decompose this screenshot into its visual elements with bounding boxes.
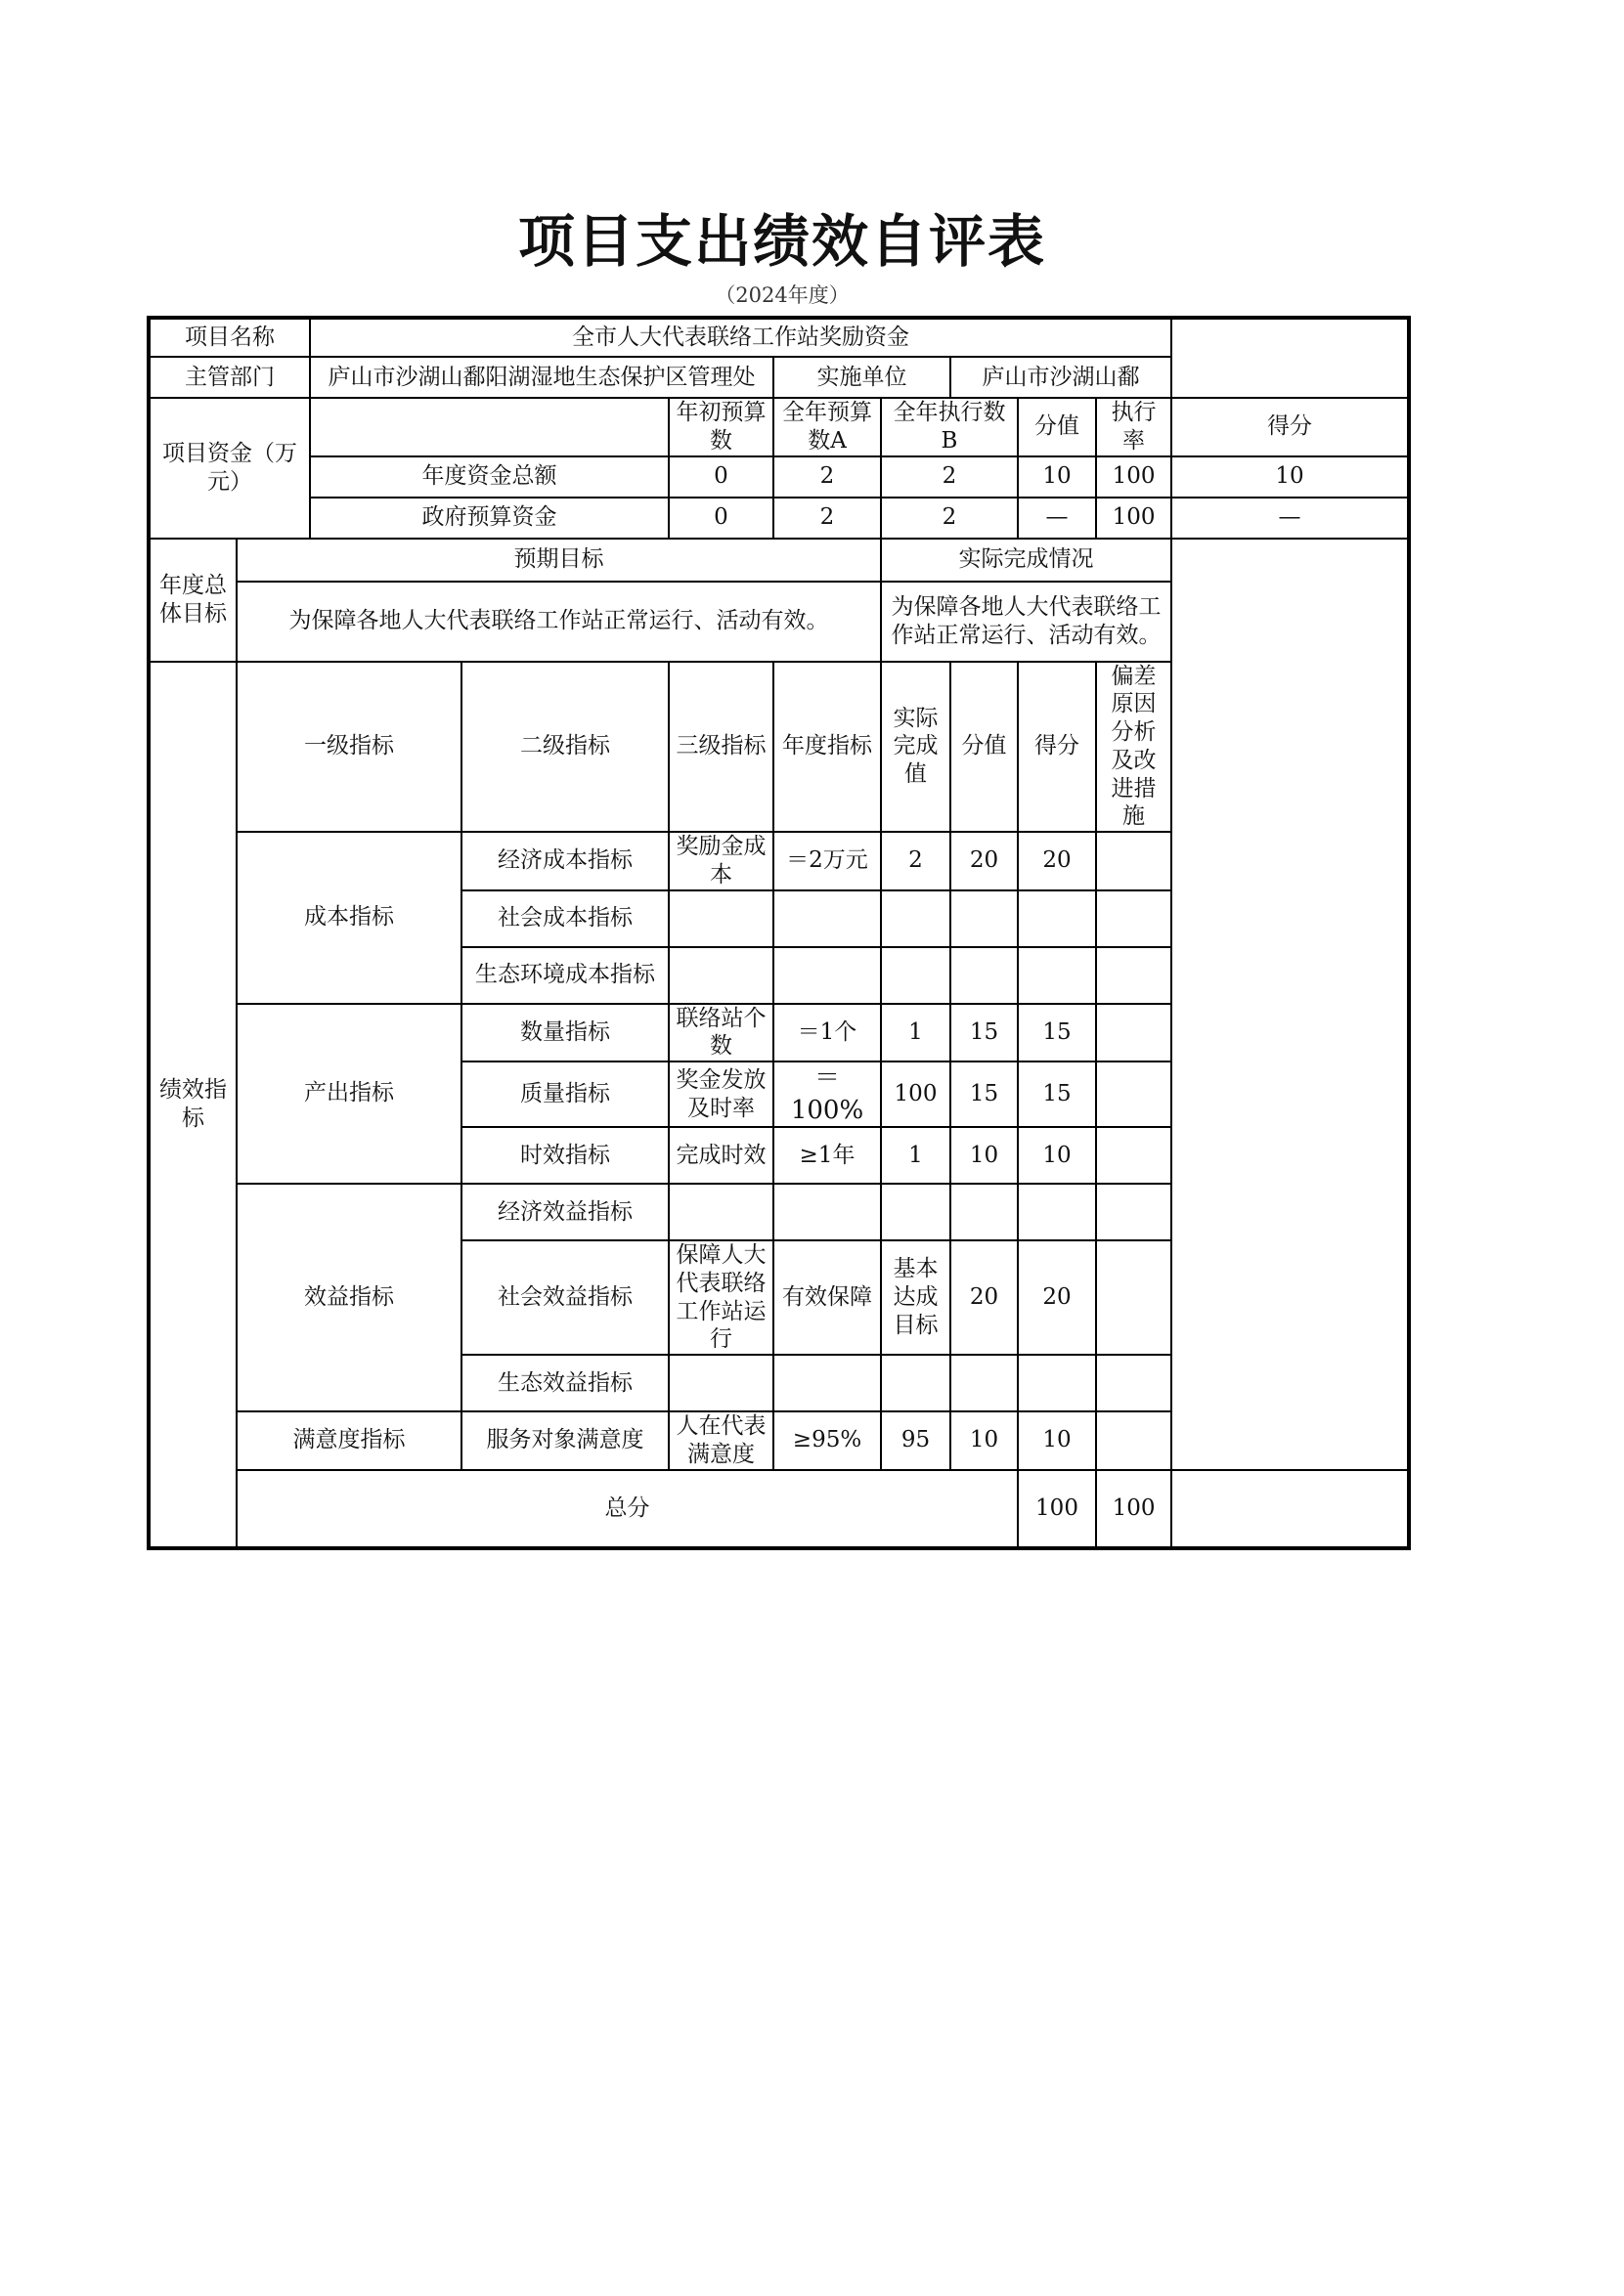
level2-cell: 社会成本指标 <box>461 890 669 947</box>
score-value-cell: 15 <box>950 1004 1018 1062</box>
header-annual-target: 年度指标 <box>773 662 881 833</box>
funds-header-score: 得分 <box>1171 398 1409 456</box>
indicators-header-row <box>149 662 1409 833</box>
funds-row-name: 政府预算资金 <box>310 498 669 539</box>
deviation-cell <box>1096 1184 1171 1240</box>
level2-cell: 经济效益指标 <box>461 1184 669 1240</box>
deviation-cell <box>1096 1240 1171 1355</box>
page-subtitle: （2024年度） <box>715 283 850 307</box>
target-cell: ≥1年 <box>773 1127 881 1184</box>
score-value-cell: 20 <box>950 1240 1018 1355</box>
indicator-row <box>149 832 1409 890</box>
expected-goal-label: 预期目标 <box>237 539 881 582</box>
actual-cell <box>881 1184 950 1240</box>
indicators-label: 绩效指标 <box>149 662 237 1548</box>
project-name-label: 项目名称 <box>149 318 310 357</box>
target-cell: ＝1个 <box>773 1004 881 1062</box>
level3-cell: 联络站个数 <box>669 1004 773 1062</box>
level3-cell: 保障人大代表联络工作站运行 <box>669 1240 773 1355</box>
page-title: 项目支出绩效自评表 <box>517 208 1046 275</box>
level2-cell: 生态效益指标 <box>461 1355 669 1411</box>
header-level1: 一级指标 <box>237 662 461 833</box>
header-deviation: 偏差原因分析及改进措施 <box>1096 662 1171 833</box>
indicator-row <box>149 1004 1409 1062</box>
header-score-value: 分值 <box>950 662 1018 833</box>
level3-cell: 人在代表满意度 <box>669 1411 773 1470</box>
score-value-cell: 10 <box>950 1411 1018 1470</box>
score-cell <box>1018 1184 1096 1240</box>
score-value-cell <box>950 890 1018 947</box>
deviation-cell <box>1096 1411 1171 1470</box>
funds-header-score-value: 分值 <box>1018 398 1096 456</box>
level2-cell: 服务对象满意度 <box>461 1411 669 1470</box>
deviation-cell <box>1096 1004 1171 1062</box>
funds-row-score-value: 10 <box>1018 456 1096 498</box>
cost-label: 成本指标 <box>237 832 461 1004</box>
deviation-cell <box>1096 890 1171 947</box>
indicator-row <box>149 1411 1409 1470</box>
level2-cell: 社会效益指标 <box>461 1240 669 1355</box>
annual-goal-label: 年度总体目标 <box>149 539 237 662</box>
score-cell <box>1018 947 1096 1004</box>
score-cell: 15 <box>1018 1061 1096 1127</box>
funds-header-annual: 全年预算数A <box>773 398 881 456</box>
department-row <box>149 357 1409 398</box>
implementer-label: 实施单位 <box>773 357 950 398</box>
target-cell: 有效保障 <box>773 1240 881 1355</box>
deviation-cell <box>1096 1061 1171 1127</box>
funds-header-initial: 年初预算数 <box>669 398 773 456</box>
deviation-cell <box>1096 1355 1171 1411</box>
funds-row-score: — <box>1171 498 1409 539</box>
level3-cell: 完成时效 <box>669 1127 773 1184</box>
score-cell: 10 <box>1018 1411 1096 1470</box>
target-cell <box>773 1355 881 1411</box>
total-row <box>149 1470 1409 1548</box>
score-value-cell <box>950 1355 1018 1411</box>
actual-cell: 95 <box>881 1411 950 1470</box>
evaluation-table <box>147 316 1411 1550</box>
department-label: 主管部门 <box>149 357 310 398</box>
benefit-label: 效益指标 <box>237 1184 461 1411</box>
funds-row-exec-rate: 100 <box>1096 456 1171 498</box>
score-cell: 20 <box>1018 832 1096 890</box>
funds-row-annual: 2 <box>773 498 881 539</box>
target-cell <box>773 1184 881 1240</box>
actual-goal-text: 为保障各地人大代表联络工作站正常运行、活动有效。 <box>881 582 1171 662</box>
score-value-cell <box>950 947 1018 1004</box>
target-cell: ＝100% <box>773 1061 881 1127</box>
expected-goal-text: 为保障各地人大代表联络工作站正常运行、活动有效。 <box>237 582 881 662</box>
actual-cell: 2 <box>881 832 950 890</box>
level3-cell: 奖励金成本 <box>669 832 773 890</box>
actual-cell: 1 <box>881 1127 950 1184</box>
level3-cell <box>669 890 773 947</box>
output-label: 产出指标 <box>237 1004 461 1185</box>
level2-cell: 时效指标 <box>461 1127 669 1184</box>
target-cell <box>773 947 881 1004</box>
level2-cell: 质量指标 <box>461 1061 669 1127</box>
actual-cell: 1 <box>881 1004 950 1062</box>
funds-header-executed: 全年执行数B <box>881 398 1018 456</box>
score-value-cell: 15 <box>950 1061 1018 1127</box>
deviation-cell <box>1096 947 1171 1004</box>
funds-row-initial: 0 <box>669 456 773 498</box>
total-score-value: 100 <box>1018 1470 1096 1548</box>
level2-cell: 经济成本指标 <box>461 832 669 890</box>
target-cell <box>773 890 881 947</box>
funds-label: 项目资金（万元） <box>149 398 310 539</box>
funds-row <box>149 456 1409 498</box>
score-value-cell: 20 <box>950 832 1018 890</box>
level3-cell <box>669 1184 773 1240</box>
actual-cell <box>881 947 950 1004</box>
header-actual-value: 实际完成值 <box>881 662 950 833</box>
funds-row <box>149 498 1409 539</box>
project-name-value: 全市人大代表联络工作站奖励资金 <box>310 318 1171 357</box>
level3-cell <box>669 947 773 1004</box>
funds-row-annual: 2 <box>773 456 881 498</box>
goal-header-row <box>149 539 1409 582</box>
actual-goal-label: 实际完成情况 <box>881 539 1171 582</box>
funds-header-row <box>149 398 1409 456</box>
funds-row-score: 10 <box>1171 456 1409 498</box>
satisfaction-label: 满意度指标 <box>237 1411 461 1470</box>
funds-header-blank <box>310 398 669 456</box>
goal-content-row <box>149 582 1409 662</box>
actual-cell: 100 <box>881 1061 950 1127</box>
total-score: 100 <box>1096 1470 1171 1548</box>
funds-row-executed: 2 <box>881 498 1018 539</box>
level2-cell: 数量指标 <box>461 1004 669 1062</box>
actual-cell <box>881 1355 950 1411</box>
funds-row-executed: 2 <box>881 456 1018 498</box>
deviation-cell <box>1096 1127 1171 1184</box>
deviation-cell <box>1096 832 1171 890</box>
level2-cell: 生态环境成本指标 <box>461 947 669 1004</box>
funds-header-exec-rate: 执行率 <box>1096 398 1171 456</box>
level3-cell <box>669 1355 773 1411</box>
department-value: 庐山市沙湖山鄱阳湖湿地生态保护区管理处 <box>310 357 773 398</box>
funds-row-initial: 0 <box>669 498 773 539</box>
actual-cell <box>881 890 950 947</box>
score-value-cell: 10 <box>950 1127 1018 1184</box>
level3-cell: 奖金发放及时率 <box>669 1061 773 1127</box>
funds-row-exec-rate: 100 <box>1096 498 1171 539</box>
header-level2: 二级指标 <box>461 662 669 833</box>
score-cell: 10 <box>1018 1127 1096 1184</box>
score-cell <box>1018 890 1096 947</box>
funds-row-score-value: — <box>1018 498 1096 539</box>
indicator-row <box>149 1184 1409 1240</box>
score-cell: 20 <box>1018 1240 1096 1355</box>
target-cell: ≥95% <box>773 1411 881 1470</box>
header-level3: 三级指标 <box>669 662 773 833</box>
total-label: 总分 <box>237 1470 1018 1548</box>
implementer-value: 庐山市沙湖山鄱 <box>950 357 1171 398</box>
score-value-cell <box>950 1184 1018 1240</box>
actual-cell: 基本达成目标 <box>881 1240 950 1355</box>
total-deviation <box>1171 1470 1409 1548</box>
funds-row-name: 年度资金总额 <box>310 456 669 498</box>
target-cell: ＝2万元 <box>773 832 881 890</box>
score-cell <box>1018 1355 1096 1411</box>
header-score: 得分 <box>1018 662 1096 833</box>
score-cell: 15 <box>1018 1004 1096 1062</box>
project-name-row <box>149 318 1409 357</box>
